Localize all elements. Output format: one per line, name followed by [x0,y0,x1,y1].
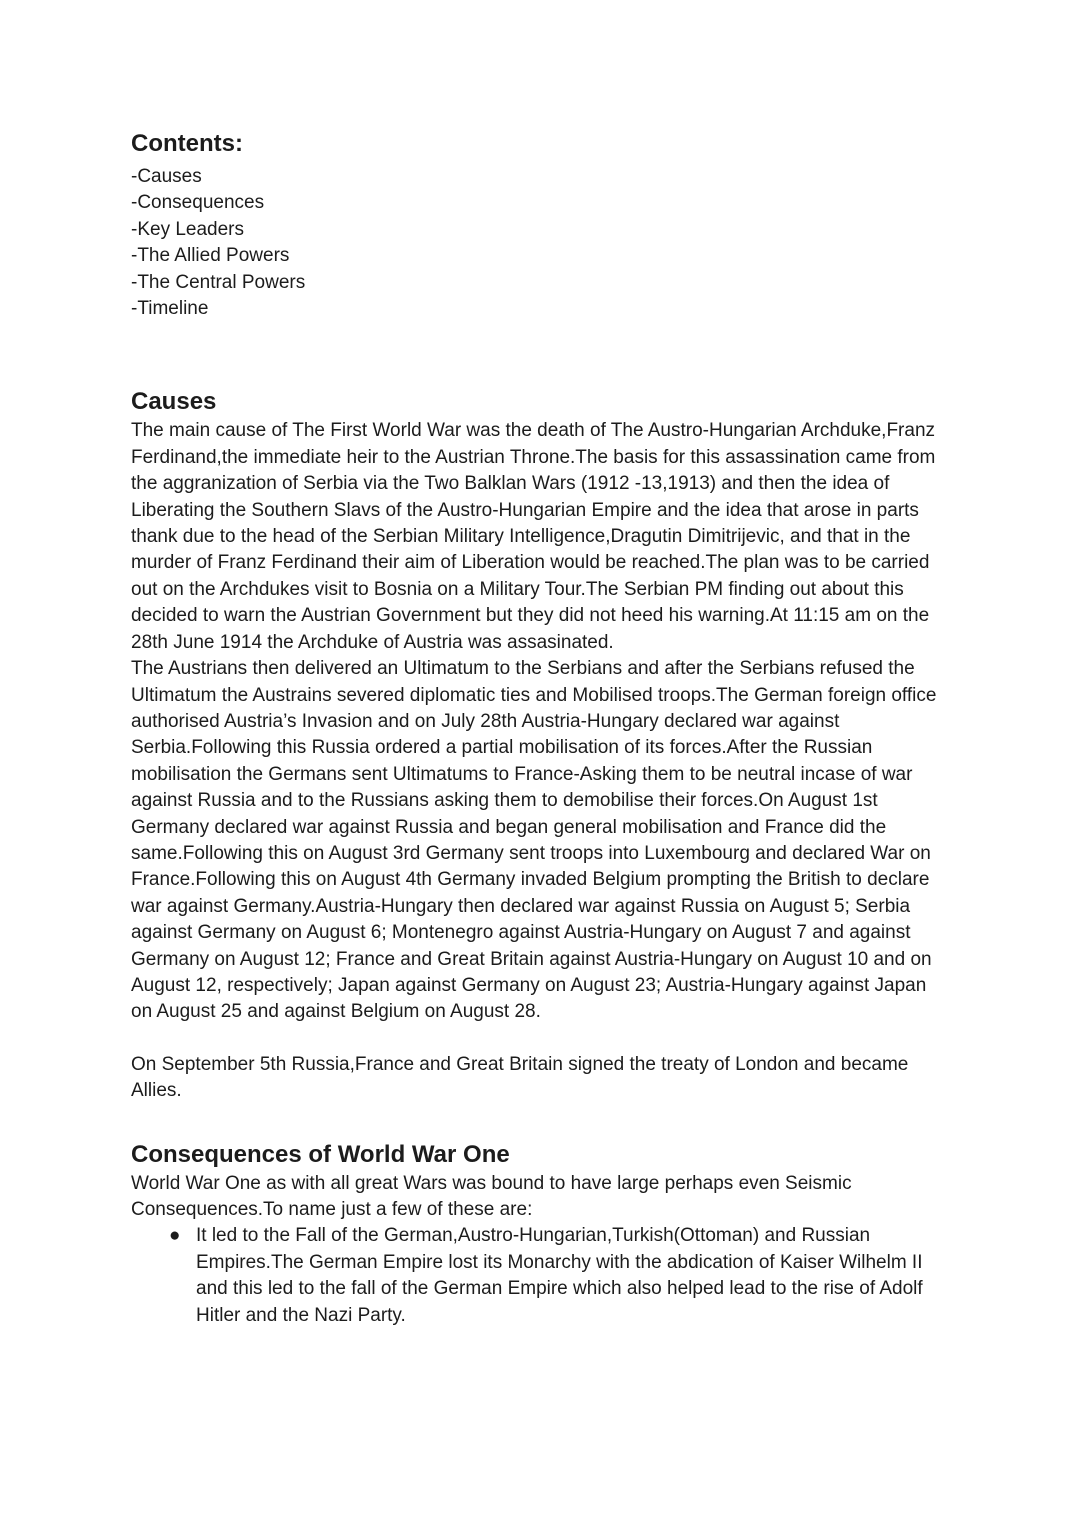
causes-paragraph-1: The main cause of The First World War was the death of The Austro-Hungarian Archduke,Franz Ferdinand,the immediate heir to the Austrian Throne.The basis for this assassination came from the aggranization of Serbia via the Two Balklan Wars (1912 -13,1913) and then the idea of Liberating the Southern Slavs of the Austro-Hungarian Empire and the idea that arose in parts thank due to the head of the Serbian Military Intelligence,Dragutin Dimitrijevic, and that in the murder of Franz Ferdinand their aim of Liberation would be reached.The plan was to be carried out on the Archdukes visit to Bosnia on a Military Tour.The Serbian PM finding out about this decided to warn the Austrian Government but they did not heed his warning.At 11:15 am on the 28th June 1914 the Archduke of Austria was assasinated. [131,420,936,653]
contents-heading: Contents: [131,130,243,157]
causes-paragraph-3: On September 5th Russia,France and Great Britain signed the treaty of London and became Allies. [131,1053,909,1102]
document-page [131,128,951,1329]
contents-item-central-powers: -The Central Powers [131,271,306,293]
bullet-text: It led to the Fall of the German,Austro-Hungarian,Turkish(Ottoman) and Russian Empires.The German Empire lost its Monarchy with the abdication of Kaiser Wilhelm II and this led to the fall of the German Empire which also helped lead to the rise of Adolf Hitler and the Nazi Party. [196,1225,923,1326]
causes-paragraph-2: The Austrians then delivered an Ultimatum to the Serbians and after the Serbians refused the Ultimatum the Austrains severed diplomatic ties and Mobilised troops.The German foreign office authorised Austria’s Invasion and on July 28th Austria-Hungary declared war against Serbia.Following this Russia ordered a partial mobilisation of its forces.After the Russian mobilisation the Germans sent Ultimatums to France-Asking them to be neutral incase of war against Russia and to the Russians asking them to demobilise their forces.On August 1st Germany declared war against Russia and began general mobilisation and France did the same.Following this on August 3rd Germany sent troops into Luxembourg and declared War on France.Following this on August 4th Germany invaded Belgium prompting the British to declare war against Germany.Austria-Hungary then declared war against Russia on August 5; Serbia against Germany on August 6; Montenegro against Austria-Hungary on August 7 and against Germany on August 12; France and Great Britain against Austria-Hungary on August 10 and on August 12, respectively; Japan against Germany on August 23; Austria-Hungary against Japan on August 25 and against Belgium on August 28. [131,658,937,1023]
contents-item-consequences: -Consequences [131,192,265,214]
contents-item-key-leaders: -Key Leaders [131,218,245,240]
consequences-bullet-list [131,1223,951,1329]
consequences-intro: World War One as with all great Wars was bound to have large perhaps even Seismic Consequences.To name just a few of these are: [131,1172,852,1220]
contents-item-timeline: -Timeline [131,298,209,320]
causes-heading: Causes [131,388,217,416]
consequences-heading: Consequences of World War One [131,1140,510,1168]
bullet-icon: ● [169,1225,181,1247]
contents-item-allied-powers: -The Allied Powers [131,245,290,267]
consequences-bullet-item [131,1223,951,1329]
contents-item-causes: -Causes [131,166,202,187]
contents-list [131,164,951,322]
